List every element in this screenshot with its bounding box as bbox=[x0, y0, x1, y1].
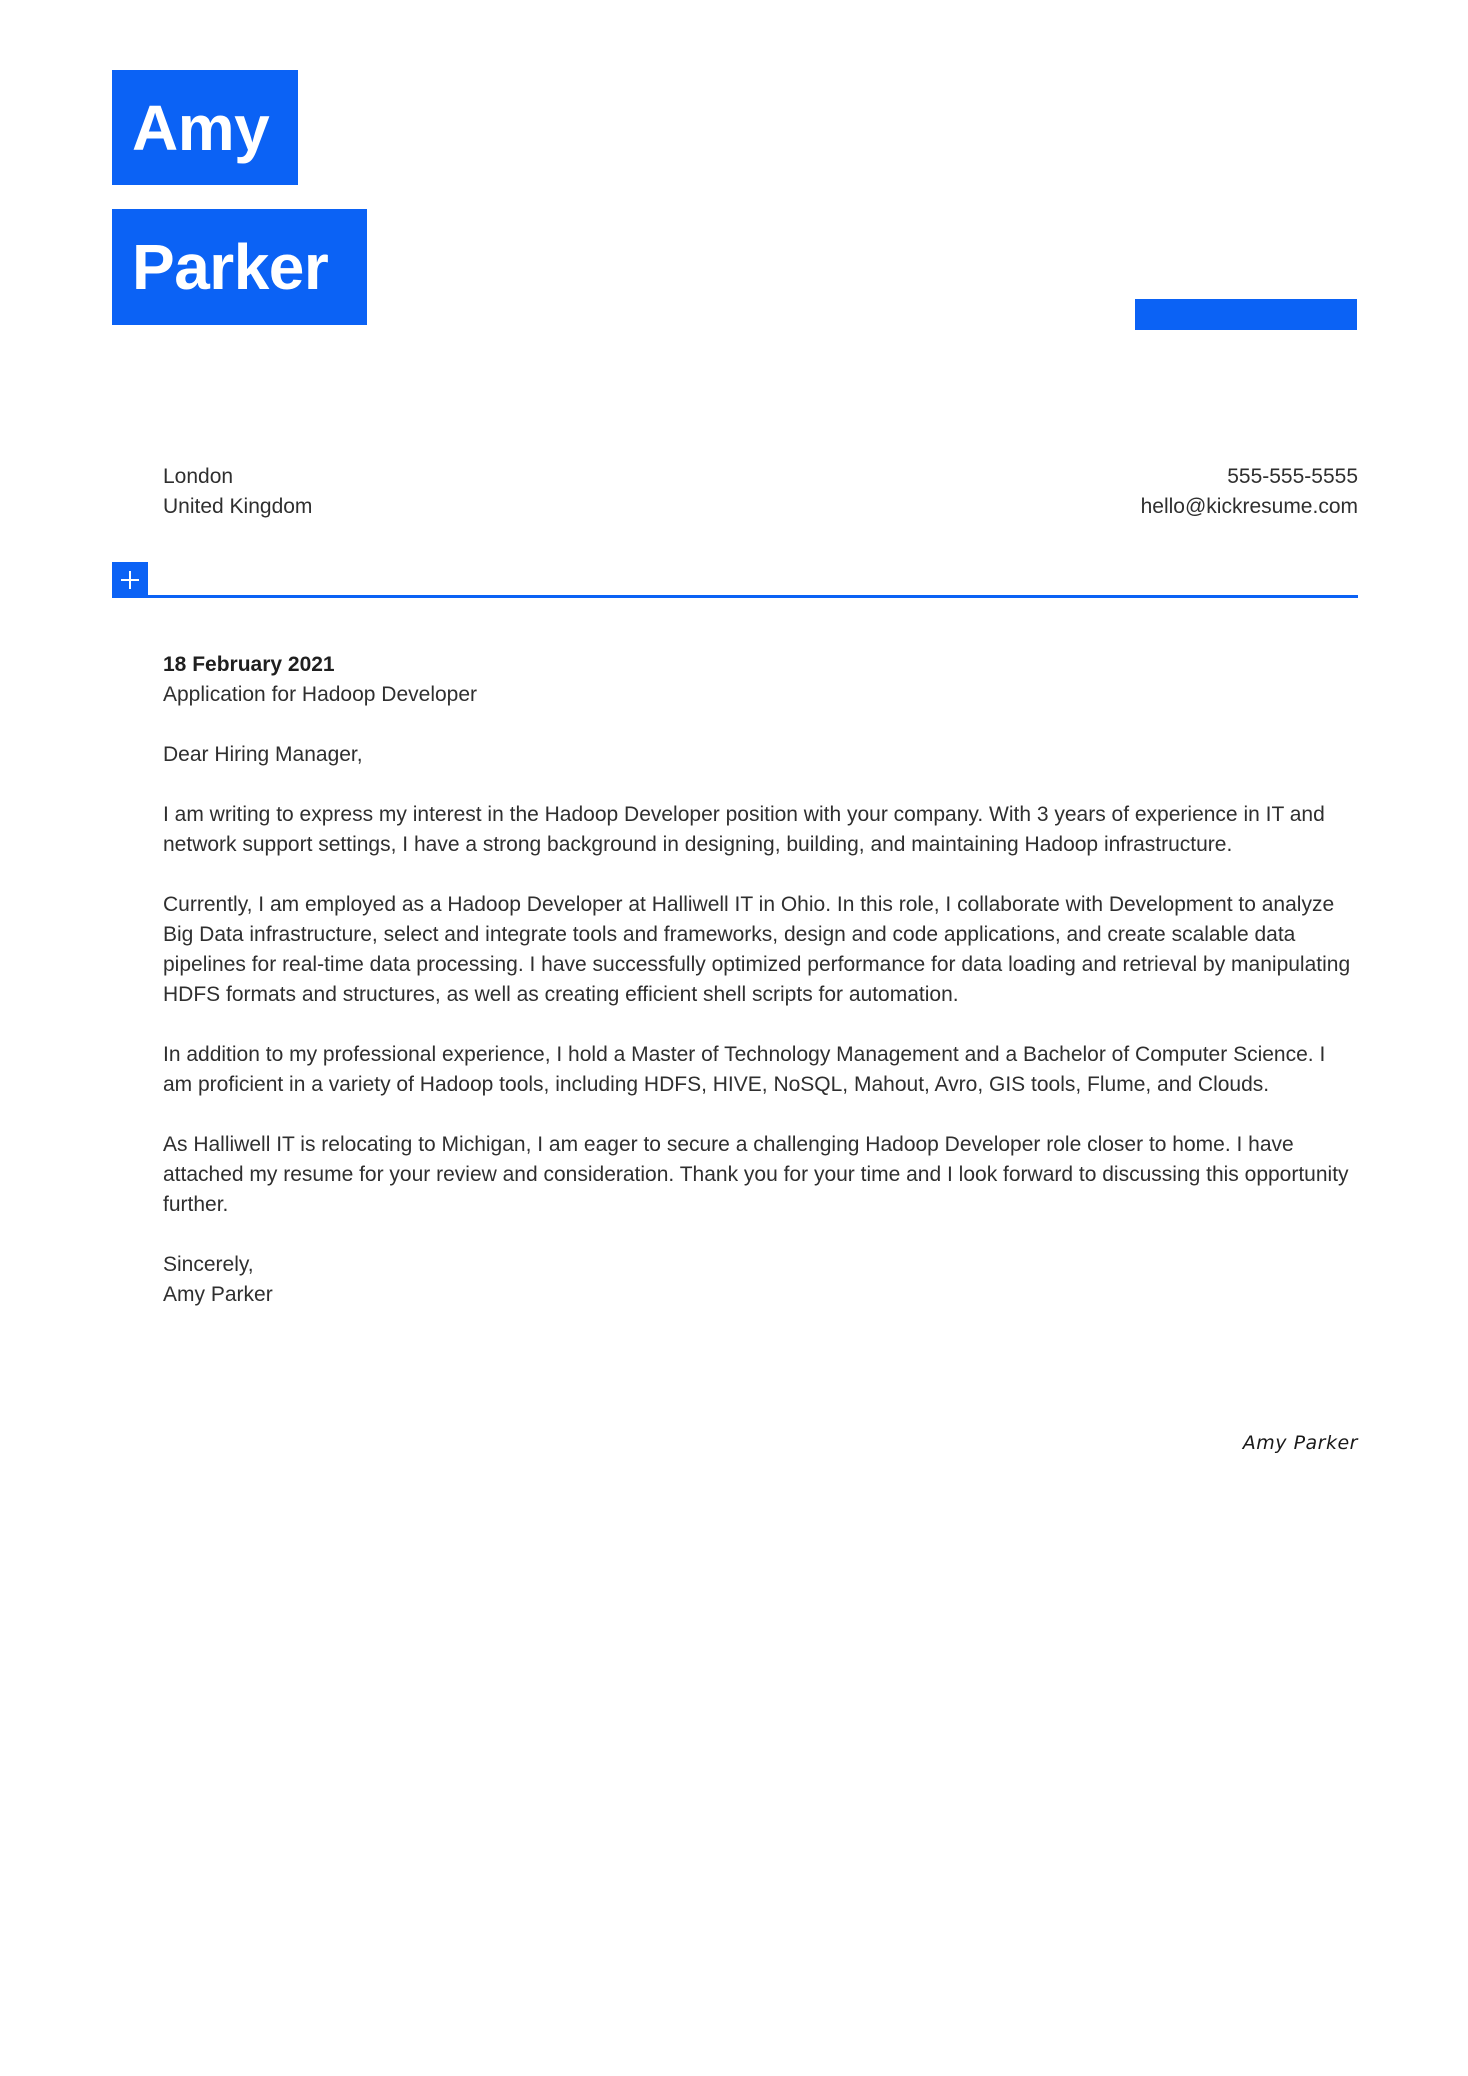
letter-date: 18 February 2021 bbox=[163, 653, 335, 676]
contact-country: United Kingdom bbox=[163, 495, 313, 518]
header-divider bbox=[112, 562, 1358, 598]
closing-valediction: Sincerely, bbox=[163, 1253, 254, 1276]
first-name-block: Amy bbox=[112, 70, 298, 185]
letter-salutation: Dear Hiring Manager, bbox=[163, 743, 363, 766]
letter-paragraph-4: As Halliwell IT is relocating to Michigan, I am eager to secure a challenging Hadoop Developer role closer to home. I have attached my resume for your review and consideration. Thank you for your time and I look forward to discussing this opportunity further. bbox=[163, 1133, 1349, 1216]
contact-city: London bbox=[163, 465, 234, 488]
letter-body bbox=[163, 650, 1358, 1310]
closing-name: Amy Parker bbox=[163, 1283, 273, 1306]
header-accent-bar bbox=[1135, 299, 1357, 330]
letter-paragraph-1: I am writing to express my interest in the Hadoop Developer position with your company. With 3 years of experience in IT and network support settings, I have a strong background in designing, building, and maintaining Hadoop infrastructure. bbox=[163, 803, 1325, 856]
handwritten-signature: Amy Parker bbox=[1242, 1432, 1358, 1454]
plus-icon bbox=[112, 562, 148, 598]
contact-block bbox=[163, 462, 1358, 522]
last-name-block: Parker bbox=[112, 209, 367, 325]
letter-subject: Application for Hadoop Developer bbox=[163, 683, 478, 706]
divider-line bbox=[148, 595, 1358, 598]
letter-paragraph-2: Currently, I am employed as a Hadoop Developer at Halliwell IT in Ohio. In this role, I collaborate with Development to analyze Big Data infrastructure, select and integrate tools and frameworks, design and code applications, and create scalable data pipelines for real-time data processing. I have successfully optimized performance for data loading and retrieval by manipulating HDFS formats and structures, as well as creating efficient shell scripts for automation. bbox=[163, 893, 1351, 1006]
contact-address bbox=[163, 462, 312, 522]
letter-closing bbox=[163, 1250, 1358, 1310]
contact-phone: 555-555-5555 bbox=[1227, 465, 1358, 488]
letter-meta bbox=[163, 650, 1358, 710]
letter-paragraph-3: In addition to my professional experience, I hold a Master of Technology Management and a Bachelor of Computer Science. I am proficient in a variety of Hadoop tools, including HDFS, HIVE, NoSQL, Mahout, Avro, GIS tools, Flume, and Clouds. bbox=[163, 1043, 1326, 1096]
contact-email: hello@kickresume.com bbox=[1140, 495, 1358, 518]
contact-details bbox=[1141, 462, 1358, 522]
